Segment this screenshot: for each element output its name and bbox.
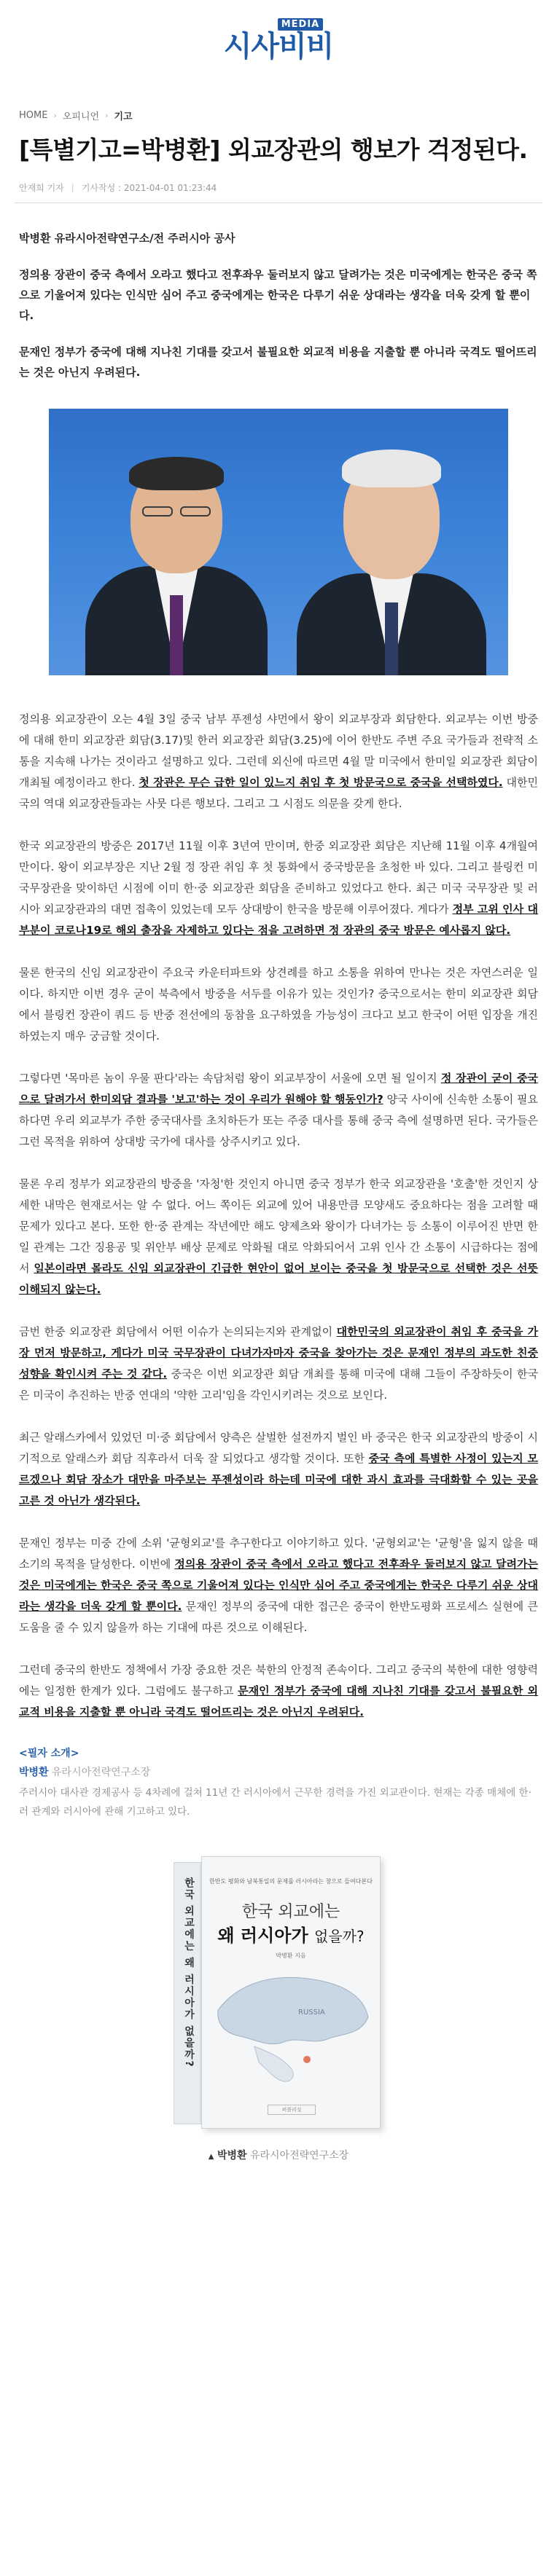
author-affiliation: 유라시아전략연구소장: [52, 1767, 151, 1778]
article-lead: [19, 228, 538, 382]
reporter-name[interactable]: 안재희 기자: [19, 182, 64, 193]
article-meta: [19, 181, 557, 194]
underlined-emphasis: 정의용 장관이 중국 측에서 오라고 했다고 전후좌우 둘러보지 않고 달려가는 것은 미국에게는 한국은 중국 쪽으로 기울어져 있다는 인식만 심어 주고 중국에게는 한국은 다루기 쉬운 상대라는 생각을 더욱 갖게 할 뿐이다.: [19, 1558, 538, 1613]
logo-wordmark: 시사비비: [223, 29, 334, 63]
book-title-line2: 왜 러시아가 없을까?: [217, 1925, 365, 1946]
body-paragraph: 문재인 정부는 미중 간에 소위 '균형외교'를 추구한다고 이야기하고 있다. '균형외교'는 '균형'을 잃지 않을 때 소기의 목적을 달성한다. 이번에 정의용 장관이 중국 측에서 오라고 했다고 전후좌우 둘러보지 않고 달려가는 것은 미국에게는 한국은 중국 쪽으로 기울어져 있다는 인식만 심어 주고 중국에게는 한국은 다루기 쉬운 상대라는 생각을 더욱 갖게 할 뿐이다. 문재인 정부의 중국에 대한 접근은 중국이 한반도평화 프로세스 실현에 큰 도움을 줄 수 있지 않을까 하는 기대에 따른 것으로 이해된다.: [19, 1536, 538, 1634]
author-bio: 주러시아 대사관 경제공사 등 4차례에 걸쳐 11년 간 러시아에서 근무한 경력을 가진 외교관이다. 현재는 각종 매체에 한·러 관계와 러시아에 관해 기고하고 있다.: [19, 1787, 531, 1818]
body-paragraph: 물론 한국의 신임 외교장관이 주요국 카운터파트와 상견례를 하고 소통을 위하여 만나는 것은 자연스러운 일이다. 하지만 이번 경우 굳이 북측에서 방중을 서두를 이유가 있는 것인가? 중국으로서는 한미 외교장관 회담에서 블링컨 장관이 쿼드 등 반중 전선에의 동참을 요구하였을 가능성이 크다고 보고 한국이 어떤 입장을 개진하였는지 매우 궁금할 것이다.: [19, 966, 538, 1042]
article-photo: [49, 409, 508, 675]
photo-person-left: [85, 435, 268, 675]
underlined-emphasis: 일본이라면 몰라도 신임 외교장관이 긴급한 현안이 없어 보이는 중국을 첫 방문국으로 선택한 것은 선뜻 이해되지 않는다.: [19, 1262, 538, 1296]
caption-name: 박병환: [217, 2150, 247, 2161]
map-label: RUSSIA: [298, 2008, 325, 2017]
logo-media-badge: MEDIA: [278, 18, 324, 31]
article-body: [19, 709, 538, 1723]
map-illustration: [211, 1966, 373, 2090]
body-paragraph: 그렇다면 '목마른 놈이 우물 판다'라는 속담처럼 왕이 외교부장이 서울에 오면 될 일이지 정 장관이 굳이 중국으로 달려가서 한미외담 결과를 '보고'하는 것이 우리가 원해야 할 행동인가? 양국 사이에 신속한 소통이 필요하다면 우리 외교부가 주한 중국대사를 초치하든가 또는 주중 대사를 통해 중국 측에 설명하면 된다. 국가들은 그런 목적을 위하여 상대방 국가에 대사를 상주시키고 있다.: [19, 1072, 538, 1148]
body-paragraph: 물론 우리 정부가 외교장관의 방중을 '자청'한 것인지 아니면 중국 정부가 한국 외교장관을 '호출'한 것인지 상세한 내막은 현재로서는 알 수 없다. 어느 쪽이든 외교에 있어 내용만큼 모양새도 중요하다는 점을 고려할 때 문제가 있다고 본다. 또한 한·중 관계는 작년에만 해도 양제츠와 왕이가 다녀가는 등 소통이 이루어진 반면 한일 관계는 그간 징용공 및 위안부 배상 문제로 악화될 대로 악화되어서 고위 인사 간 소통이 시급하다는 점에서 일본이라면 몰라도 신임 외교장관이 긴급한 현안이 없어 보이는 중국을 첫 방문국으로 선택한 것은 선뜻 이해되지 않는다.: [19, 1177, 538, 1296]
underlined-emphasis: 문재인 정부가 중국에 대해 지나친 기대를 갖고서 불필요한 외교적 비용을 지출할 뿐 아니라 국격도 떨어뜨리는 것은 아닌지 우려된다.: [19, 1684, 539, 1719]
book-cover: [201, 1856, 381, 2129]
underlined-emphasis: 첫 장관은 무슨 급한 일이 있느지 취임 후 첫 방문국으로 중국을 선택하였다.: [139, 776, 503, 789]
site-header: [0, 0, 557, 80]
book-spine-title: 한국 외교에는 왜 러시아가 없을까?: [183, 1877, 195, 2068]
site-logo[interactable]: [224, 18, 334, 63]
chevron-right-icon: ›: [105, 110, 109, 120]
caption-affiliation: 유라시아전략연구소장: [249, 2150, 349, 2161]
author-box-label: <필자 소개>: [19, 1748, 79, 1759]
underlined-emphasis: 정 장관이 굳이 중국으로 달려가서 한미외담 결과를 '보고'하는 것이 우리가 원해야 할 행동인가?: [19, 1072, 538, 1106]
image-caption: [0, 2148, 557, 2162]
book-title-line1: 한국 외교에는: [241, 1903, 340, 1921]
body-paragraph: 정의용 외교장관이 오는 4월 3일 중국 남부 푸젠성 샤먼에서 왕이 외교부장과 회담한다. 외교부는 이번 방중에 대해 한미 외교장관 회담(3.17)및 한러 외교장관 회담(3.25)에 이어 한반도 주변 주요 국가들과 전략적 소통을 지속해 나가는 것이라고 설명하고 있다. 그런데 외신에 따르면 4월 말 미국에서 한미일 외교장관 회담이 개최될 예정이라고 한다. 첫 장관은 무슨 급한 일이 있느지 취임 후 첫 방문국으로 중국을 선택하였다. 대한민국의 역대 외교장관들과는 사뭇 다른 행보다. 그리고 그 시점도 의문을 갖게 한다.: [19, 712, 538, 810]
meta-divider: |: [71, 182, 74, 192]
article-title: [특별기고=박병환] 외교장관의 행보가 걱정된다.: [19, 136, 528, 164]
author-box: [19, 1744, 538, 1821]
body-paragraph: 한국 외교장관의 방중은 2017년 11월 이후 3년여 만이며, 한중 외교장관 회담은 지난해 11월 이후 4개월여 만이다. 왕이 외교부장은 지난 2월 정 장관 취임 후 첫 통화에서 중국방문을 초청한 바 있다. 그리고 블링컨 미 국무장관을 맞이하던 시점에 이미 한·중 외교장관 회담을 준비하고 있었다고 한다. 최근 미국 국무장관 및 러시아 외교장관과의 대면 접촉이 있었는데 모두 상대방이 한국을 방문해 이루어졌다. 게다가 정부 고위 인사 대부분이 코로나19로 해외 출장을 자제하고 있다는 점을 고려하면 정 장관의 중국 방문은 예사롭지 않다.: [19, 839, 538, 937]
triangle-up-icon: ▲: [208, 2153, 214, 2161]
lead-summary: 문재인 정부가 중국에 대해 지나친 기대를 갖고서 불필요한 외교적 비용을 지출할 뿐 아니라 국격도 떨어뜨리는 것은 아닌지 우려된다.: [19, 345, 537, 379]
author-name: 박병환: [19, 1767, 49, 1778]
breadcrumb-home[interactable]: HOME: [19, 109, 48, 121]
book-author: 박병환 지음: [276, 1952, 306, 1959]
publish-date: 기사작성 : 2021-04-01 01:23:44: [81, 182, 217, 193]
glasses-icon: [142, 506, 173, 517]
breadcrumb: [19, 108, 557, 122]
chevron-right-icon: ›: [53, 110, 57, 120]
breadcrumb-section[interactable]: 오피니언: [62, 111, 100, 122]
lead-byline: 박병환 유라시아전략연구소/전 주러시아 공사: [19, 232, 235, 245]
photo-person-right: [297, 435, 486, 675]
underlined-emphasis: 중국 측에 특별한 사정이 있는지 모르겠으나 회담 장소가 대만을 마주보는 푸젠성이라 하는데 미국에 대한 과시 효과를 극대화할 수 있는 곳을 고른 것 아닌가 생각된다.: [19, 1452, 538, 1507]
breadcrumb-current[interactable]: 기고: [114, 111, 133, 122]
body-paragraph: 금번 한중 외교장관 회담에서 어떤 이슈가 논의되는지와 관계없이 대한민국의 외교장관이 취임 후 중국을 가장 먼저 방문하고, 게다가 미국 국무장관이 다녀가자마자 중국을 찾아가는 것은 문재인 정부의 과도한 친중 성향을 확인시켜 주는 것 같다. 중국은 이번 외교장관 회담 개최를 통해 미국에 대해 그들이 주장하듯이 한국은 미국이 추진하는 반중 연대의 '약한 고리'임을 각인시키려는 것으로 보인다.: [19, 1325, 538, 1402]
underlined-emphasis: 대한민국의 외교장관이 취임 후 중국을 가장 먼저 방문하고, 게다가 미국 국무장관이 다녀가자마자 중국을 찾아가는 것은 문재인 정부의 과도한 친중 성향을 확인시켜 주는 것 같다.: [19, 1325, 538, 1381]
body-paragraph: 최근 알래스카에서 있었던 미·중 회담에서 양측은 살벌한 설전까지 벌인 바 중국은 한국 외교장관의 방중이 시기적으로 알래스카 회담 직후라서 더욱 잘 되었다고 생각할 것이다. 또한 중국 측에 특별한 사정이 있는지 모르겠으나 회담 장소가 대만을 마주보는 푸젠성이라 하는데 미국에 대한 과시 효과를 극대화할 수 있는 곳을 고른 것 아닌가 생각된다.: [19, 1431, 538, 1507]
underlined-emphasis: 정부 고위 인사 대부분이 코로나19로 해외 출장을 자제하고 있다는 점을 고려하면 정 장관의 중국 방문은 예사롭지 않다.: [19, 903, 538, 937]
book-tagline: 한반도 평화와 남북통일의 문제를 러시아라는 창으로 들여다본다: [209, 1878, 373, 1885]
book-publisher: 퍼블리싱: [268, 2105, 316, 2115]
lead-summary: 정의용 장관이 중국 측에서 오라고 했다고 전후좌우 둘러보지 않고 달려가는 것은 미국에게는 한국은 중국 쪽으로 기울어져 있다는 인식만 심어 주고 중국에게는 한국은 다루기 쉬운 상대라는 생각을 더욱 갖게 할 뿐이다.: [19, 268, 537, 322]
book-spine: [174, 1862, 201, 2124]
book-image: [118, 1856, 439, 2133]
body-paragraph: 그런데 중국의 한반도 정책에서 가장 중요한 것은 북한의 안정적 존속이다. 그리고 중국의 북한에 대한 영향력에는 일정한 한계가 있다. 그럼에도 불구하고 문재인 정부가 중국에 대해 지나친 기대를 갖고서 불필요한 외교적 비용을 지출할 뿐 아니라 국격도 떨어뜨리는 것은 아닌지 우려된다.: [19, 1663, 539, 1719]
author-line: [19, 1763, 538, 1782]
